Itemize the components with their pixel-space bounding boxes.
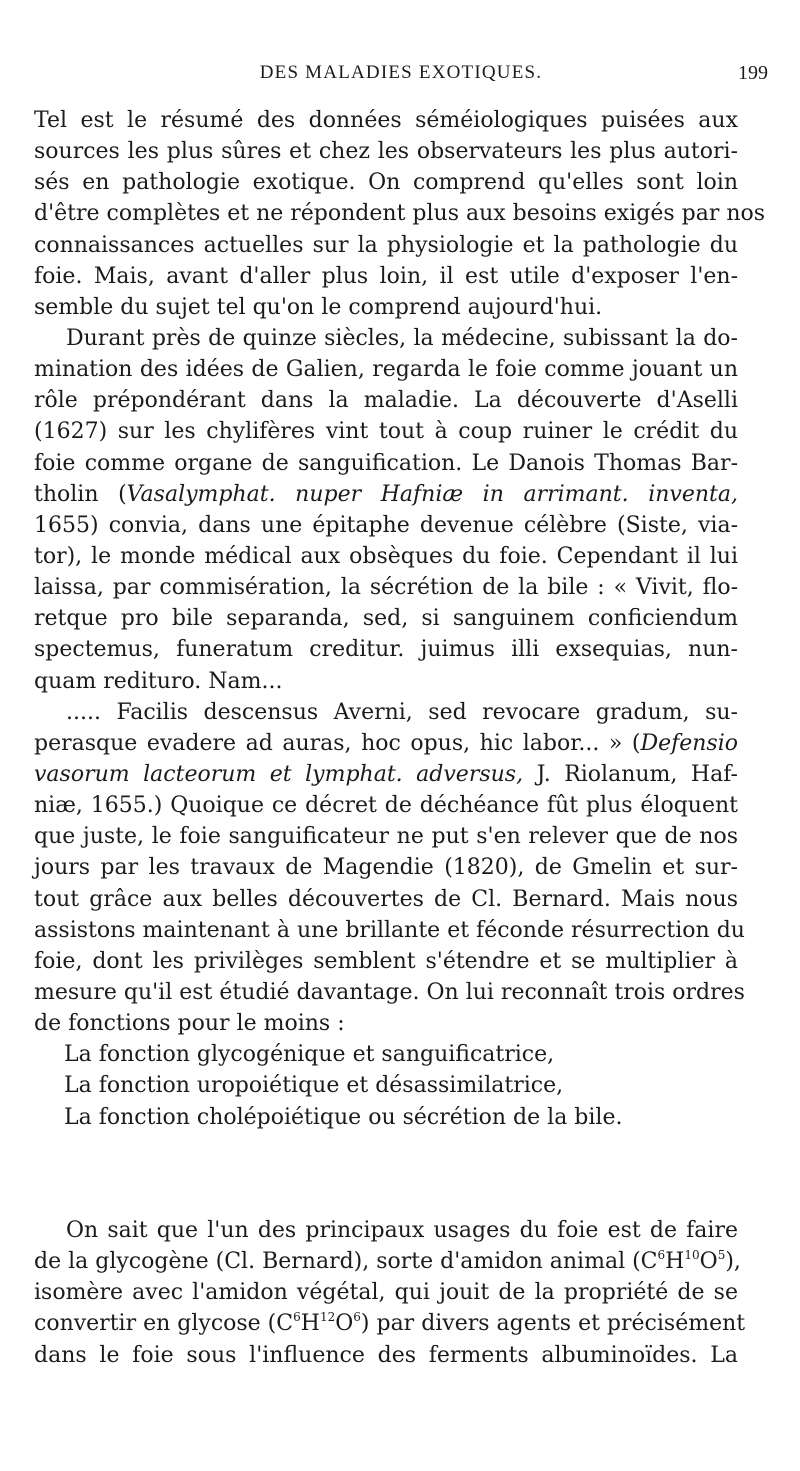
- text-line: mesure qu'il est étudié davantage. On lui reconnaît trois ordres: [34, 979, 745, 1005]
- function-list-item: La fonction uropoiétique et désassimilatrice,: [64, 1073, 564, 1099]
- text-line: [34, 759, 738, 790]
- text-line: semble du sujet tel qu'on le comprend aujourd'hui.: [34, 294, 603, 320]
- text-line: sés en pathologie exotique. On comprend qu'elles sont loin: [34, 170, 738, 196]
- text-line: [34, 1246, 741, 1277]
- text-line: (1627) sur les chylifères vint tout à coup ruiner le crédit du: [34, 419, 738, 445]
- text-line: laissa, par commisération, la sécrétion de la bile : « Vivit, flo-: [34, 575, 738, 601]
- text-line: Durant près de quinze siècles, la médecine, subissant la do-: [66, 325, 738, 351]
- text-line: foie comme organe de sanguification. Le Danois Thomas Bar-: [34, 450, 738, 476]
- text-fragment: de la glycogène (Cl. Bernard), sorte d'amidon animal (C: [34, 1249, 658, 1275]
- formula-element: O: [335, 1311, 354, 1337]
- text-line: ..... Facilis descensus Averni, sed revocare gradum, su-: [66, 699, 738, 725]
- text-fragment: ) par divers agents et précisément: [360, 1311, 746, 1337]
- text-fragment: convertir en glycose (C: [34, 1311, 294, 1337]
- text-line: Tel est le résumé des données séméiologiques puisées aux: [34, 108, 738, 133]
- text-line: rôle prépondérant dans la maladie. La découverte d'Aselli: [34, 388, 738, 414]
- text-line: niæ, 1655.) Quoique ce décret de déchéance fût plus éloquent: [34, 793, 738, 819]
- running-title: DES MALADIES EXOTIQUES.: [259, 62, 543, 83]
- text-line: foie, dont les privilèges semblent s'étendre et se multiplier à: [34, 948, 738, 974]
- text-line: [34, 479, 738, 510]
- formula-subscript: 12: [319, 1310, 336, 1325]
- text-line: que juste, le foie sanguificateur ne put s'en relever que de nos: [34, 824, 738, 850]
- formula-subscript: 6: [293, 1310, 301, 1325]
- formula-subscript: 6: [353, 1310, 361, 1325]
- text-line: spectemus, funeratum creditur. juimus illi exsequias, nun-: [34, 637, 738, 663]
- text-fragment: tholin (: [34, 481, 127, 507]
- text-line: foie. Mais, avant d'aller plus loin, il est utile d'exposer l'en-: [34, 263, 738, 289]
- function-list-item: La fonction cholépoiétique ou sécrétion de la bile.: [64, 1104, 623, 1130]
- italic-citation: vasorum lacteorum et lymphat. adversus,: [34, 761, 524, 787]
- italic-citation: Vasalymphat. nuper Hafniæ in arrimant. inventa,: [126, 481, 738, 507]
- text-line: tout grâce aux belles découvertes de Cl. Bernard. Mais nous: [34, 886, 738, 912]
- formula-element: O: [699, 1249, 718, 1275]
- text-line: de fonctions pour le moins :: [34, 1011, 345, 1037]
- page-header: [34, 62, 768, 94]
- text-line: dans le foie sous l'influence des ferments albuminoïdes. La: [34, 1342, 738, 1368]
- text-fragment: ),: [725, 1249, 741, 1275]
- second-paragraph: [34, 1215, 746, 1371]
- text-fragment: perasque evadere ad auras, hoc opus, hic labor... » (: [34, 730, 641, 756]
- text-line: [34, 728, 738, 759]
- text-line: connaissances actuelles sur la physiologie et la pathologie du: [34, 232, 738, 258]
- text-line: retque pro bile separanda, sed, si sanguinem conficiendum: [34, 606, 738, 632]
- text-line: On sait que l'un des principaux usages du foie est de faire: [66, 1218, 738, 1243]
- text-line: mination des idées de Galien, regarda le foie comme jouant un: [34, 357, 738, 383]
- text-line: isomère avec l'amidon végétal, qui jouit de la propriété de se: [34, 1280, 738, 1306]
- formula-subscript: 10: [684, 1248, 700, 1263]
- text-line: sources les plus sûres et chez les observateurs les plus autori-: [34, 139, 738, 165]
- text-line: [34, 1308, 746, 1339]
- text-line: quam redituro. Nam...: [34, 668, 283, 694]
- formula-element: H: [300, 1311, 320, 1337]
- function-list-item: La fonction glycogénique et sanguificatrice,: [64, 1042, 555, 1068]
- formula-subscript: 5: [717, 1248, 726, 1263]
- main-text: [34, 105, 766, 1133]
- text-line: assistons maintenant à une brillante et féconde résurrection du: [34, 917, 745, 943]
- text-line: d'être complètes et ne répondent plus aux besoins exigés par nos: [34, 201, 766, 227]
- formula-element: H: [665, 1249, 685, 1275]
- italic-citation: Defensio: [640, 730, 738, 756]
- text-fragment: J. Riolanum, Haf-: [523, 761, 738, 787]
- formula-subscript: 6: [657, 1248, 666, 1263]
- text-line: jours par les travaux de Magendie (1820), de Gmelin et sur-: [34, 855, 738, 881]
- text-line: tor), le monde médical aux obsèques du foie. Cependant il lui: [34, 543, 738, 569]
- page-number: 199: [738, 62, 768, 84]
- text-line: 1655) convia, dans une épitaphe devenue célèbre (Siste, via-: [34, 512, 738, 538]
